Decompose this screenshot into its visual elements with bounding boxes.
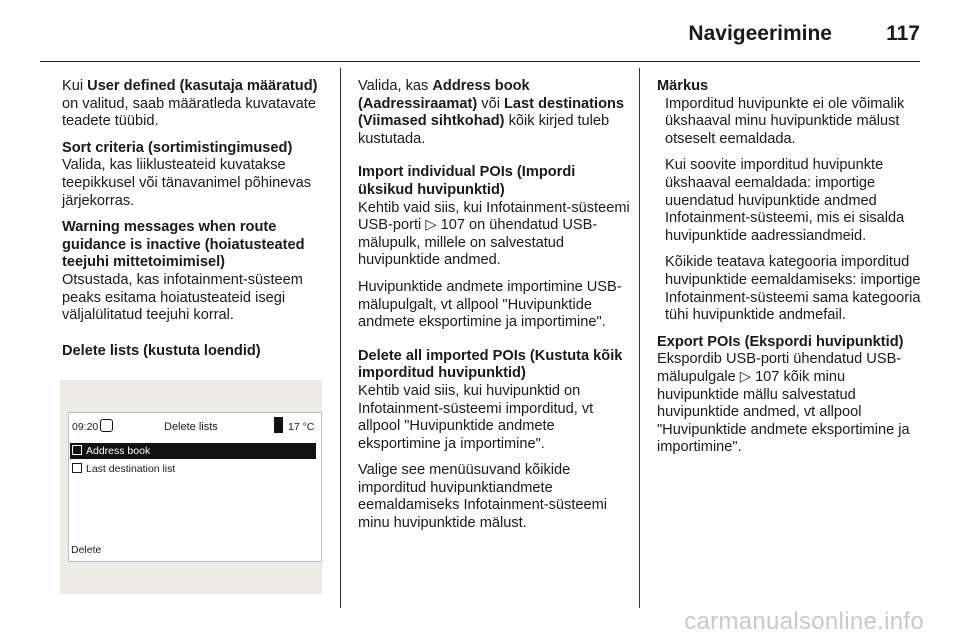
delete-all-pois-heading: Delete all imported POIs (Kustuta kõik imporditud huvipunktid) xyxy=(358,347,623,382)
delete-lists-text: Valida, kas Address book (Aadressiraamat) või Last destinations (Viimased sihtkohad) kõik kirjed tuleb kustutada. xyxy=(358,78,625,147)
export-pois-heading: Export POIs (Ekspordi huvipunktid) xyxy=(657,333,904,350)
delete-all-pois-text-2: Valige see menüüsuvand kõikide imporditud huvipunktiandmete eemaldamiseks Infotainment-süsteemi minu huvipunktide mälust. xyxy=(358,462,608,532)
note-title: Märkus xyxy=(657,78,709,94)
intro-paragraph: Kui User defined (kasutaja määratud) on valitud, saab määratleda kuvatavate teadete tüübid. xyxy=(62,78,318,130)
page-ref-link[interactable]: 107 xyxy=(440,217,465,234)
column-divider-1 xyxy=(340,68,341,608)
import-pois-heading: Import individual POIs (Impordi üksikud huvipunktid) xyxy=(358,164,576,198)
column-1 xyxy=(62,78,330,360)
menu-item-address-book[interactable]: Address book xyxy=(70,443,316,459)
menu-item-last-destination-list[interactable]: Last destination list xyxy=(70,461,316,477)
header-rule xyxy=(40,61,920,62)
sort-criteria-text: Valida, kas liiklusteateid kuvatakse teepikkusel või tänavanimel põhinevas järjekorras. xyxy=(62,157,312,209)
warning-messages-text: Otsustada, kas infotainment-süsteem peaks esitama hoiatusteateid isegi väljalülitatud teejuhi korral. xyxy=(62,271,303,324)
page-ref-link[interactable]: 107 xyxy=(755,368,780,385)
column-divider-2 xyxy=(639,68,640,608)
note-text-2: Kui soovite imporditud huvipunkte ükshaaval eemaldada: importige uuendatud huvipunktide andmed Infotainment-süsteemi, mis ei sisalda huvipunktide aadressiandmeid. xyxy=(665,157,905,244)
temperature: 17 °C xyxy=(288,421,315,433)
import-pois-text-2: Huvipunktide andmete importimine USB-mälupulgalt, vt allpool "Huvipunktide andmete eksportimine ja importimine". xyxy=(358,278,622,331)
import-pois-text: Kehtib vaid siis, kui Infotainment-süsteemi USB-porti ▷ 107 on ühendatud USB-mälupulk, millele on salvestatud huvipunktide andmed. xyxy=(358,199,630,269)
screen-title: Delete lists xyxy=(164,421,218,433)
screen-status-bar xyxy=(69,413,321,439)
note-text-3: Kõikide teatava kategooria imporditud huvipunktide eemaldamiseks: importige Infotainment-süsteemi sama kategooria tühi huvipunktide andmefail. xyxy=(665,254,921,324)
clock-time: 09:20 xyxy=(72,421,99,433)
export-pois-text: Ekspordib USB-porti ühendatud USB-mälupulgale ▷ 107 kõik minu huvipunktide mällu salvestatud huvipunktide andmed, vt allpool "Huvipunktide andmete eksportimine ja importimine". xyxy=(657,351,910,456)
delete-softkey[interactable]: Delete xyxy=(71,544,102,556)
column-3 xyxy=(657,78,923,466)
warning-messages-heading: Warning messages when route guidance is inactive (hoiatusteated teejuhi mittetoimimisel) xyxy=(62,219,305,271)
user-defined-term: User defined (kasutaja määratud) xyxy=(87,78,318,94)
delete-lists-heading: Delete lists (kustuta loendid) xyxy=(62,342,261,359)
page-number: 117 xyxy=(886,22,920,45)
clock-icon xyxy=(100,419,113,432)
watermark: carmanualsonline.info xyxy=(684,608,924,635)
sort-criteria-heading: Sort criteria (sortimistingimused) xyxy=(62,139,293,156)
chapter-title: Navigeerimine xyxy=(688,22,832,45)
checkbox-checked-icon xyxy=(72,445,82,455)
page-ref-arrow-icon: ▷ xyxy=(425,217,437,234)
checkbox-icon xyxy=(72,463,82,473)
note-text-1: Imporditud huvipunkte ei ole võimalik ükshaaval minu huvipunktide mälust otseselt eemaldada. xyxy=(665,95,905,147)
display-screen xyxy=(68,412,322,562)
page-ref-arrow-icon: ▷ xyxy=(739,368,751,385)
column-2 xyxy=(358,78,630,542)
delete-all-pois-text: Kehtib vaid siis, kui huvipunktid on Infotainment-süsteemi imporditud, vt allpool "Huvipunktide andmete eksportimine ja importimine". xyxy=(358,382,594,452)
thermometer-icon xyxy=(274,417,283,433)
